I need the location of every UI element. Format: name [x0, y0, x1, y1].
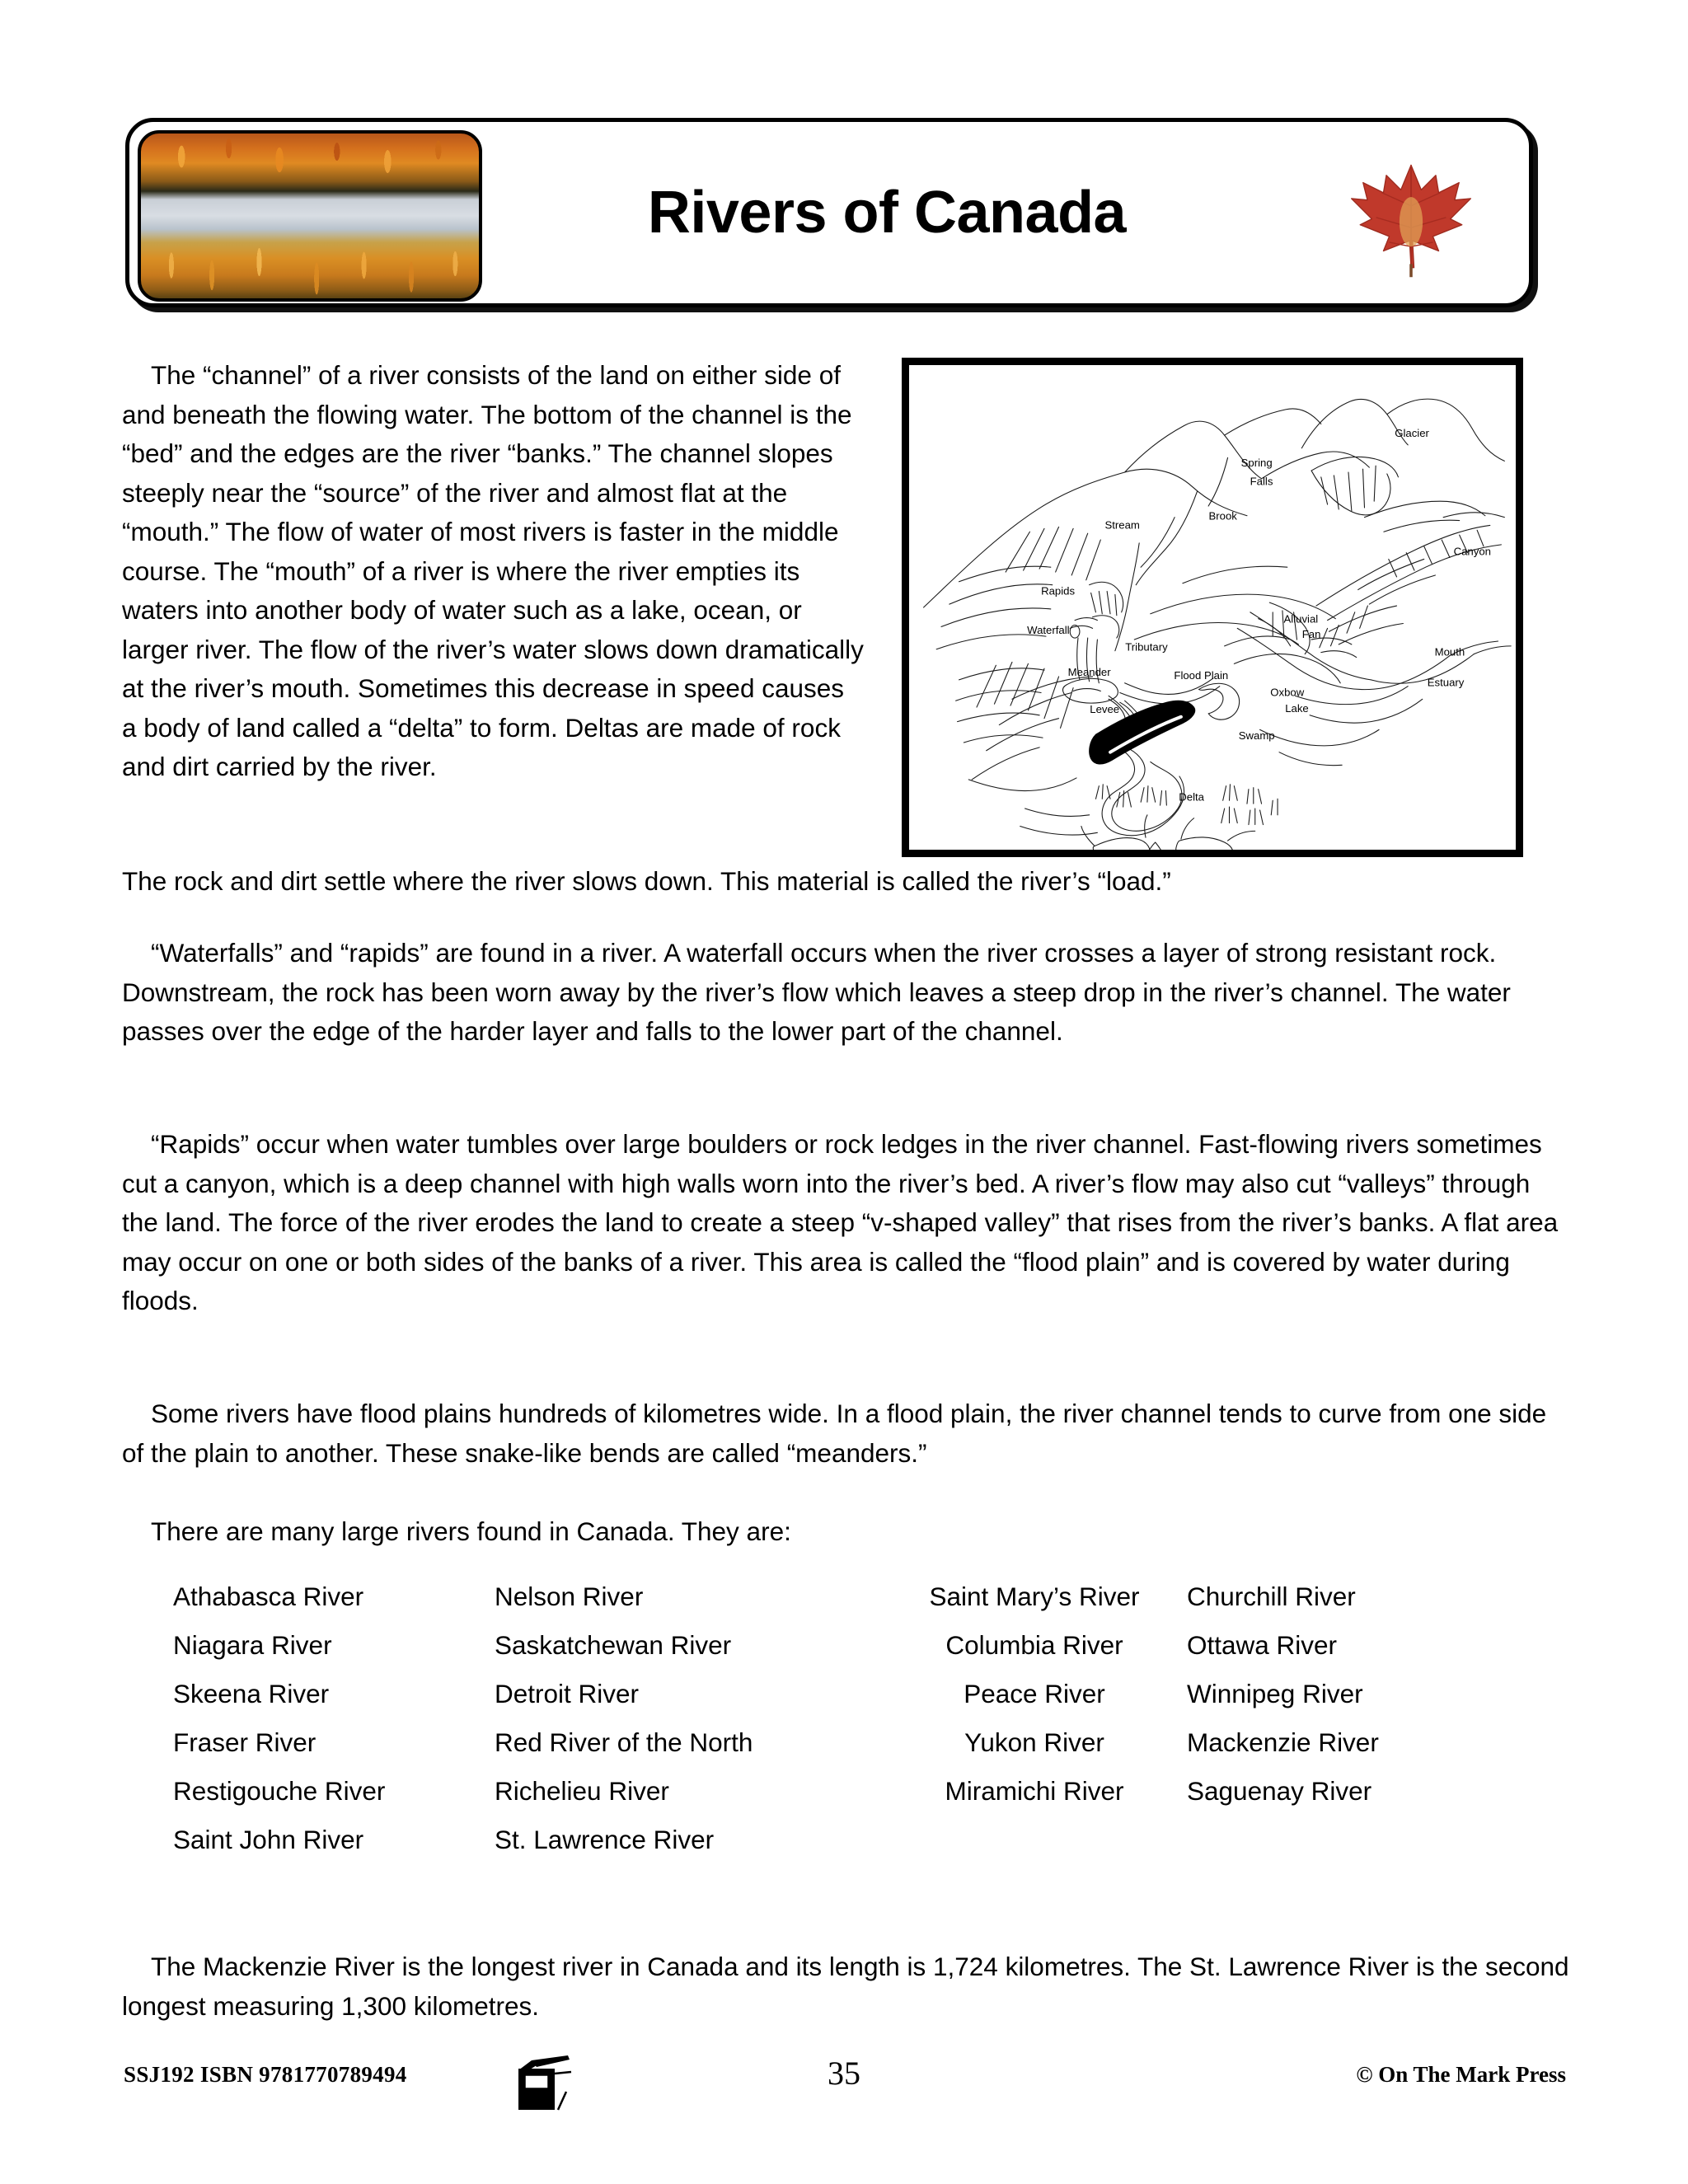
diagram-label: Waterfall [1027, 624, 1070, 637]
diagram-label: Spring [1240, 457, 1273, 470]
river-name: Mackenzie River [1187, 1727, 1379, 1757]
page-title: Rivers of Canada [647, 180, 1127, 246]
diagram-label: Stream [1104, 518, 1140, 532]
diagram-label: Meander [1067, 665, 1111, 678]
river-name: Saskatchewan River [495, 1630, 732, 1660]
paragraph-longest-rivers: The Mackenzie River is the longest river in Canada and its length is 1,724 kilometres. The St. Lawrence River is the second longest measuring 1,300 kilometres. [122, 1952, 1577, 2021]
diagram-label: Fan [1301, 628, 1321, 641]
river-name: Detroit River [495, 1679, 640, 1708]
diagram-label: Flood Plain [1174, 668, 1229, 682]
diagram-label: Lake [1285, 701, 1309, 715]
diagram-label: Falls [1250, 475, 1273, 488]
river-name: Columbia River [945, 1630, 1123, 1660]
river-name: Richelieu River [495, 1776, 669, 1806]
river-name: Peace River [964, 1679, 1105, 1708]
canada-rivers-list [173, 1572, 1541, 1864]
diagram-label: Estuary [1427, 676, 1465, 689]
diagram-label: Alluvial [1283, 612, 1319, 626]
diagram-label: Tributary [1125, 640, 1168, 654]
river-name: Saint Mary’s River [929, 1582, 1140, 1611]
diagram-label: Glacier [1395, 427, 1429, 440]
river-name: Yukon River [964, 1727, 1104, 1757]
diagram-label: Brook [1208, 509, 1237, 523]
paragraph-list-intro: There are many large rivers found in Canada. They are: [122, 1516, 791, 1546]
river-name [882, 1816, 1187, 1864]
diagram-label: Rapids [1041, 584, 1076, 598]
autumn-river-photo [138, 130, 482, 302]
river-name: Saguenay River [1187, 1776, 1372, 1806]
maple-leaf-icon [1333, 155, 1489, 279]
river-name: Saint John River [173, 1825, 364, 1854]
river-name: Nelson River [495, 1582, 644, 1611]
river-name: St. Lawrence River [495, 1825, 715, 1854]
footer-isbn: SSJ192 ISBN 9781770789494 [124, 2062, 407, 2087]
page-number: 35 [828, 2055, 860, 2092]
diagram-label: Oxbow [1270, 686, 1305, 699]
river-name: Miramichi River [945, 1776, 1124, 1806]
diagram-label: Canyon [1453, 545, 1491, 558]
diagram-label: Swamp [1238, 729, 1275, 743]
river-name: Restigouche River [173, 1776, 386, 1806]
paragraph-waterfalls: “Waterfalls” and “rapids” are found in a river. A waterfall occurs when the river crosses a layer of strong resistant rock. Downstream, the rock has been worn away by the river’s flow which leaves a steep drop in the river’s channel. The water passes over the edge of the harder layer and falls to the lower part of the channel. [122, 938, 1518, 1046]
diagram-label: Mouth [1434, 645, 1465, 658]
footer-copyright: © On The Mark Press [1356, 2062, 1566, 2087]
river-name: Niagara River [173, 1630, 332, 1660]
river-name: Ottawa River [1187, 1630, 1338, 1660]
river-name: Fraser River [173, 1727, 316, 1757]
page-footer [0, 2055, 1688, 2113]
river-name: Athabasca River [173, 1582, 364, 1611]
river-name: Red River of the North [495, 1727, 753, 1757]
diagram-label: Levee [1090, 702, 1120, 715]
river-name: Skeena River [173, 1679, 330, 1708]
river-name: Churchill River [1187, 1582, 1356, 1611]
paragraph-intro-column: The “channel” of a river consists of the land on either side of and beneath the flowing water. The bottom of the channel is the “bed” and the edges are the river “banks.” The channel slopes steeply near the “source” of the river and almost flat at the “mouth.” The flow of water of most rivers is faster in the middle course. The “mouth” of a river is where the river empties its waters into another body of water such as a lake, ocean, or larger river. The flow of the river’s water slows down dramatically at the river’s mouth. Sometimes this decrease in speed causes a body of land called a “delta” to form. Deltas are made of rock and dirt carried by the river. [122, 360, 871, 781]
diagram-label: Delta [1179, 790, 1204, 804]
river-features-diagram [902, 358, 1523, 857]
page-header [125, 118, 1533, 307]
river-name: Winnipeg River [1187, 1679, 1363, 1708]
paragraph-rapids: “Rapids” occur when water tumbles over large boulders or rock ledges in the river channel. Fast-flowing rivers sometimes cut a canyon, which is a deep channel with high walls worn into the river’s bed. A river’s flow may also cut “valleys” through the land. The force of the river erodes the land to create a steep “v-shaped valley” that rises from the river’s banks. A flat area may occur on one or both sides of the banks of a river. This area is called the “flood plain” and is covered by water during floods. [122, 1129, 1565, 1315]
river-name [1187, 1816, 1517, 1864]
photo-foliage-texture [141, 134, 479, 298]
paragraph-flood-plains: Some rivers have flood plains hundreds of kilometres wide. In a flood plain, the river channel tends to curve from one side of the plain to another. These snake-like bends are called “meanders.” [122, 1399, 1554, 1468]
paragraph-intro-wrap: The rock and dirt settle where the river slows down. This material is called the river’s “load.” [122, 866, 1171, 896]
